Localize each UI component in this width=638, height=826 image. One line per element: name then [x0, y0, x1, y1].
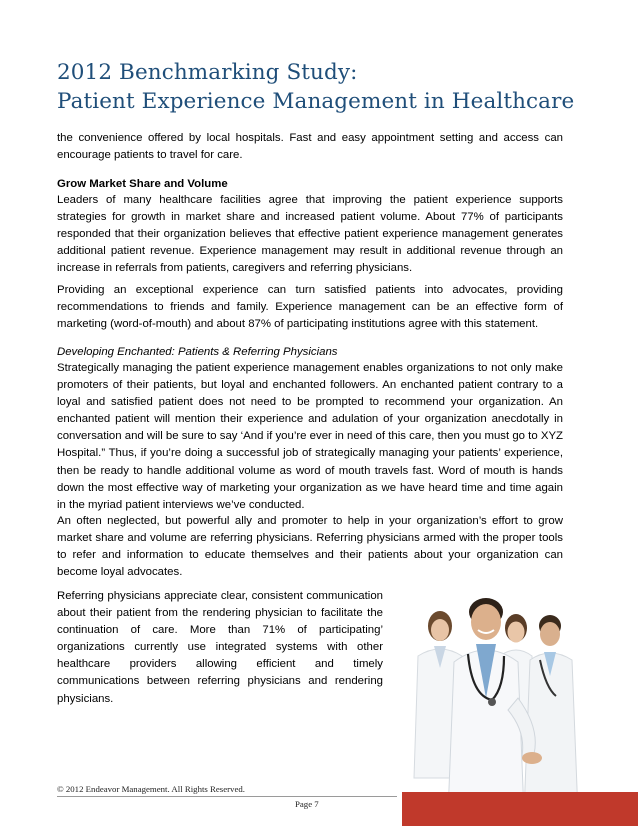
section-heading-grow: Grow Market Share and Volume	[57, 178, 228, 190]
referring-paragraph: Referring physicians appreciate clear, consistent communication about their patient from the rendering physician to facilitate the continuation of care. More than 71% of participating’ organizations currently use integrated systems with other healthcare providers allowing efficient and timely communications between referring physicians and rendering physicians.	[57, 590, 383, 705]
page-title	[57, 58, 597, 116]
doctors-photo	[400, 578, 592, 814]
enchanted-paragraph: Strategically managing the patient experience management enables organizations to not only make promoters of their patients, but loyal and enchanted followers. An enchanted patient contrary to a loyal and satisfied patient does not need to be prompted to recommend your organization. An enchanted patient will mention their experience and adulation of your organization anecdotally in conversation and will be sure to say ‘And if you’re ever in need of this care, then you must go to XYZ Hospital.” Thus, if you’re doing a successful job of strategically managing your patients’ experience, then be ready to handle additional volume as word of mouth travels fast. Word of mouth is hands down the most effective way of marketing your organization as we have heard time and time again in the myriad patient interviews we’ve conducted.	[57, 362, 563, 511]
intro-paragraph: the convenience offered by local hospitals. Fast and easy appointment setting and access can encourage patients to travel for care.	[57, 132, 563, 162]
footer-accent-bar	[402, 792, 638, 826]
title-line-1: 2012 Benchmarking Study:	[57, 60, 358, 85]
doctors-illustration	[400, 578, 592, 814]
title-line-2: Patient Experience Management in Healthcare	[57, 89, 575, 114]
section-heading-enchanted: Developing Enchanted: Patients & Referring Physicians	[57, 346, 338, 358]
ally-paragraph: An often neglected, but powerful ally and promoter to help in your organization’s effort to grow market share and volume are referring physicians. Referring physicians armed with the proper tools to refer and information to educate themselves and their patients about your organization can become loyal advocates.	[57, 515, 563, 579]
grow-paragraph-1: Leaders of many healthcare facilities agree that improving the patient experience supports strategies for growth in market share and increased patient volume. About 77% of participants responded that their organization believes that effective patient experience management generates additional patient revenue. Experience management may result in additional revenue through an increase in referrals from patients, caregivers and referring physicians.	[57, 194, 563, 275]
doctor-far-right-figure	[524, 615, 578, 814]
copyright-notice: © 2012 Endeavor Management. All Rights Reserved.	[57, 784, 245, 794]
grow-paragraph-2: Providing an exceptional experience can turn satisfied patients into advocates, providing recommendations to friends and family. Experience management can be an effective form of marketing (word-of-mouth) and about 87% of participating institutions agree with this statement.	[57, 284, 563, 331]
footer-divider	[57, 796, 397, 797]
page-number: Page 7	[295, 799, 319, 809]
